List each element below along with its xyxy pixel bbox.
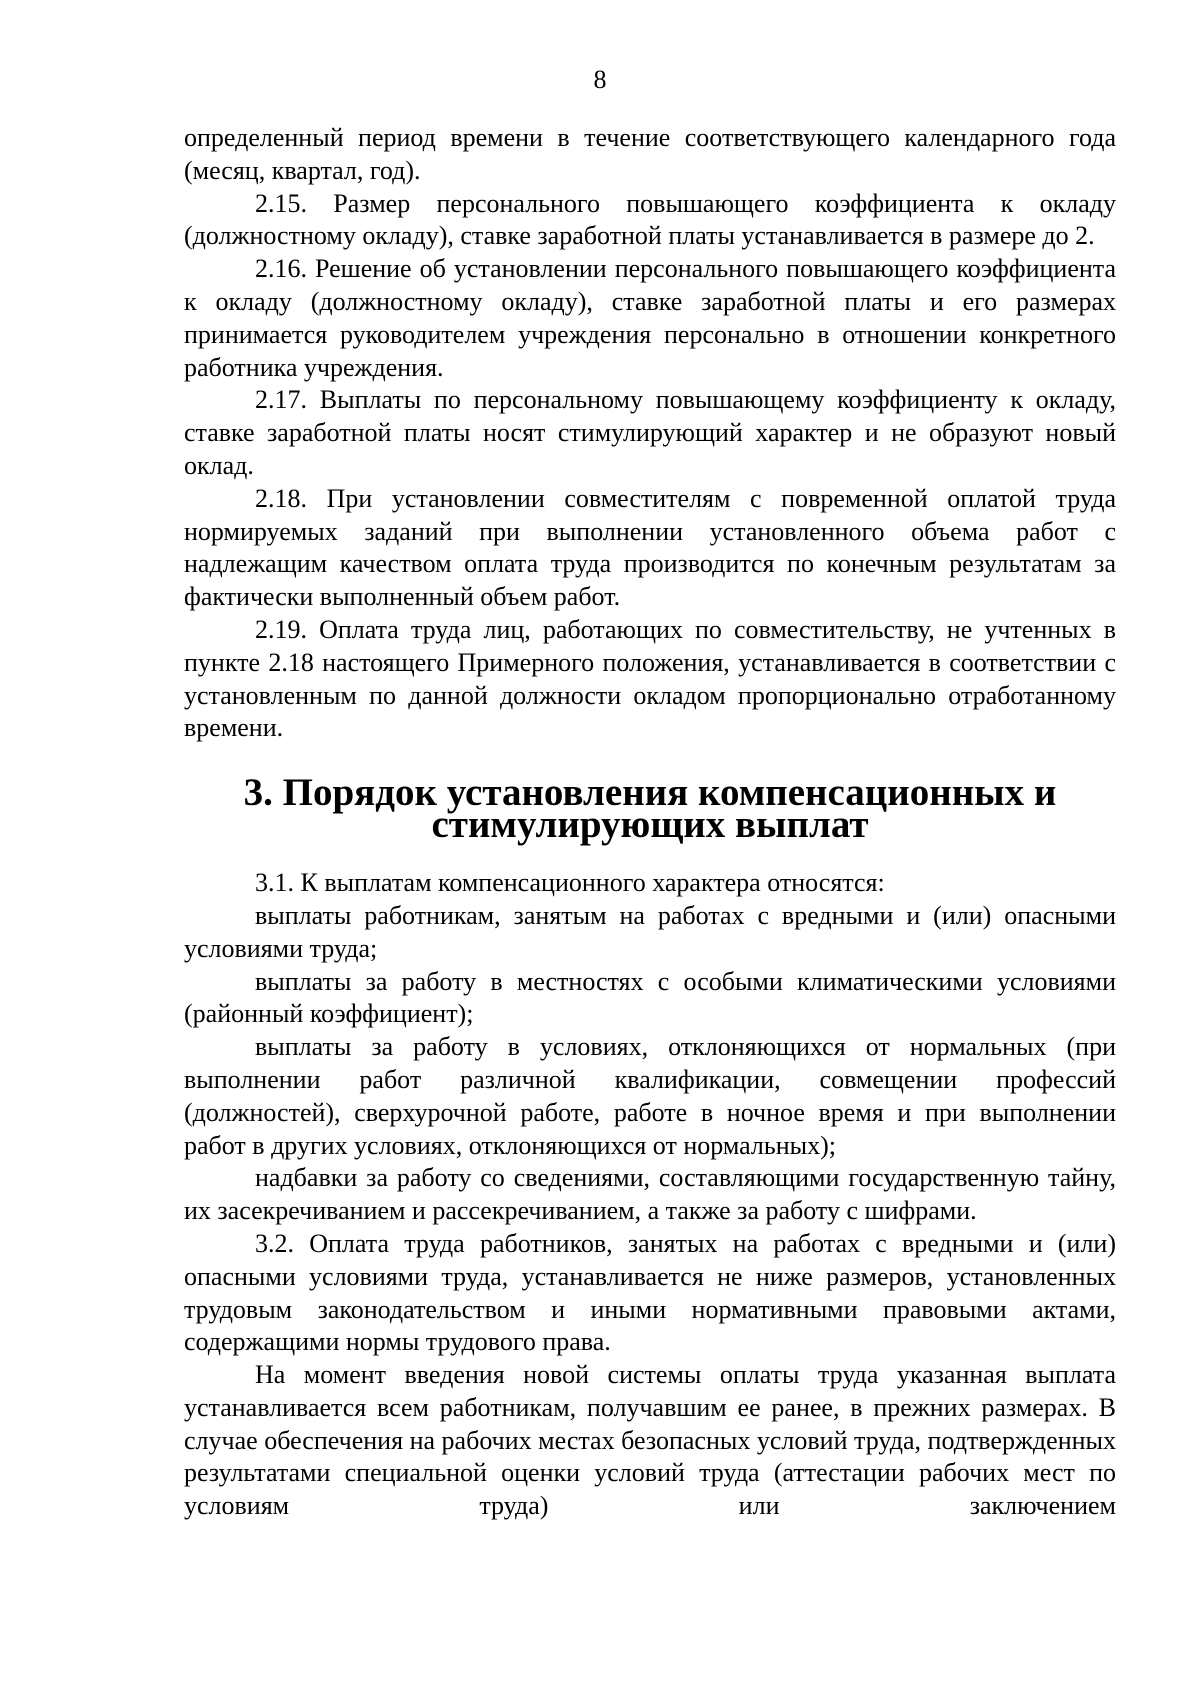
paragraph: определенный период времени в течение соответствующего календарного года (месяц, квартал, год).: [184, 123, 1116, 185]
section-heading: [184, 771, 1116, 847]
paragraph: На момент введения новой системы оплаты труда указанная выплата устанавливается всем работникам, получавшим ее ранее, в прежних размерах. В случае обеспечения на рабочих местах безопасных условий труда, подтвержденных результатами специальной оценки условий труда (аттестации рабочих мест по условиям труда) или заключением: [184, 1360, 1116, 1521]
paragraph: выплаты за работу в условиях, отклоняющихся от нормальных (при выполнении работ различной квалификации, совмещении профессий (должностей), сверхурочной работе, работе в ночное время и при выполнении работ в других условиях, отклоняющихся от нормальных);: [184, 1032, 1116, 1160]
paragraph: выплаты за работу в местностях с особыми климатическими условиями (районный коэффициент);: [184, 966, 1116, 1029]
paragraph: 2.16. Решение об установлении персонального повышающего коэффициента к окладу (должностному окладу), ставке заработной платы и его размерах принимается руководителем учреждения персонально в отношении конкретного работника учреждения.: [184, 254, 1116, 382]
document-body: [184, 122, 1116, 1523]
section-heading-line-2: стимулирующих выплат: [431, 803, 869, 847]
paragraph: 2.18. При установлении совместителям с повременной оплатой труда нормируемых заданий при выполнении установленного объема работ с надлежащим качеством оплата труда производится по конечным результатам за фактически выполненный объем работ.: [184, 483, 1116, 612]
page-number: 8: [593, 65, 607, 94]
paragraph: 2.17. Выплаты по персональному повышающему коэффициенту к окладу, ставке заработной платы носят стимулирующий характер и не образуют новый оклад.: [184, 385, 1116, 480]
paragraph: 3.2. Оплата труда работников, занятых на работах с вредными и (или) опасными условиями труда, устанавливается не ниже размеров, установленных трудовым законодательством и иными нормативными правовыми актами, содержащими нормы трудового права.: [184, 1228, 1116, 1357]
paragraph: 2.15. Размер персонального повышающего коэффициента к окладу (должностному окладу), ставке заработной платы устанавливается в размере до 2.: [184, 188, 1116, 251]
paragraphs-after-heading: [184, 867, 1116, 1523]
paragraph: надбавки за работу со сведениями, составляющими государственную тайну, их засекречиванием и рассекречиванием, а также за работу с шифрами.: [184, 1163, 1116, 1226]
paragraph: 3.1. К выплатам компенсационного характера относятся:: [255, 868, 885, 898]
paragraphs-before-heading: [184, 122, 1116, 745]
section-heading-line-1: 3. Порядок установления компенсационных и: [243, 771, 1057, 815]
paragraph: выплаты работникам, занятым на работах с вредными и (или) опасными условиями труда;: [184, 900, 1116, 963]
paragraph: 2.19. Оплата труда лиц, работающих по совместительству, не учтенных в пункте 2.18 настоящего Примерного положения, устанавливается в соответствии с установленным по данной должности окладом пропорционально отработанному времени.: [184, 614, 1116, 743]
